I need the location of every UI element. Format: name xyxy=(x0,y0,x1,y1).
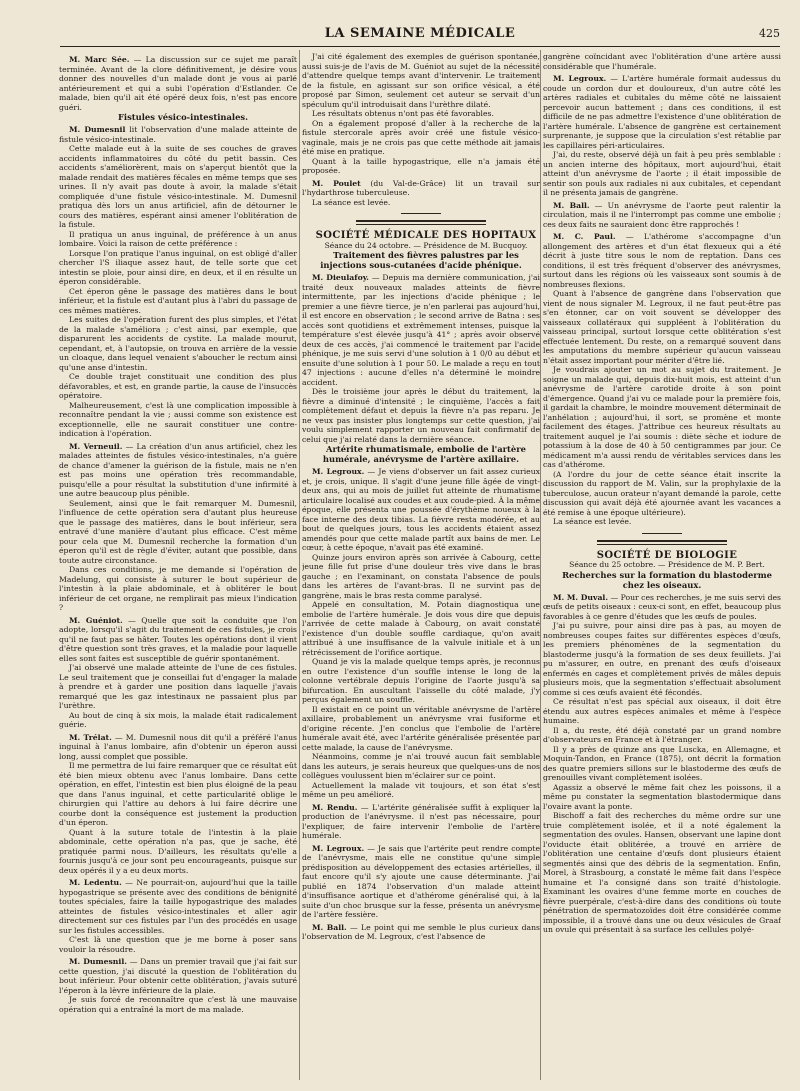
speaker-name: M. Verneuil. xyxy=(69,441,123,451)
paragraph-text: Quant à l'absence de gangrène dans l'observation que vient de nous signaler M. Legroux, il ne faut peut-être pas s'en étonner, car on voit souvent se développer des vaisseaux collatéraux qui suppléent à l'oblitération du vaisseau principal, surtout lorsque cette oblitération s'est effectuée lentement. Du reste, on a remarqué souvent dans les amputations du membre supérieur qu'aucun vaisseau n'était assez important pour mériter d'être lié. xyxy=(543,289,781,365)
paragraph-text: Les résultats obtenus n'ont pas été favorables. xyxy=(312,109,494,118)
paragraph xyxy=(543,745,781,783)
section-rule xyxy=(642,533,682,534)
speaker-name: M. Ball. xyxy=(553,200,590,210)
section-heading: Artérite rhumatismale, embolie de l'artère humérale, anévrysme de l'artère axillaire. xyxy=(322,444,526,464)
paragraph-text: On a également proposé d'aller à la recherche de la fistule stercorale après avoir créé une fistule vésico-vaginale, mais je ne crois pas que cette méthode ait jamais été mise en pratique. xyxy=(302,118,540,156)
speaker-name: M. C. Paul. xyxy=(553,232,616,241)
paragraph-text: Les suites de l'opération furent des plus simples, et l'état de la malade s'améliora ; c'est ainsi, par exemple, que disparurent les accidents de cystite. La malade mourut, cependant, et, à l'autopsie, on trouva en arrière de la vessie un cloaque, dans lequel venaient s'aboucher le rectum ainsi qu'une anse d'intestin. xyxy=(59,315,297,372)
paragraph-text: — Pour ces recherches, je me suis servi des œufs de petits oiseaux : ceux-ci sont, en effet, beaucoup plus favorables à ce genre d'études que les œufs de poules. xyxy=(543,592,781,621)
paragraph-text: Quand je vis la malade quelque temps après, je reconnus en outre l'existence d'un souffle intense le long de la colonne vertébrale depuis l'origine de l'aorte jusqu'à sa bifurcation. En auscultant l'aisselle du côté malade, j'y perçus également un souffle. xyxy=(302,657,540,704)
paragraph-text: Actuellement la malade vit toujours, et son état s'est même un peu amélioré. xyxy=(302,780,540,799)
paragraph xyxy=(59,565,297,613)
society-rule xyxy=(356,220,486,225)
paragraph xyxy=(543,201,781,230)
paragraph-text: — Un anévrysme de l'aorte peut ralentir la circulation, mais il ne l'interrompt pas comme une embolie ; ces deux faits ne sauraient donc être rapprochés ! xyxy=(543,200,781,229)
speaker-name: M. Guéniot. xyxy=(69,615,123,625)
paragraph-text: Au bout de cinq à six mois, la malade était radicalement guérie. xyxy=(59,710,297,729)
paragraph-text: — M. Dumesnil nous dit qu'il a préféré l'anus inguinal à l'anus lombaire, afin d'obtenir un éperon aussi long, aussi complet que possible. xyxy=(59,732,297,761)
paragraph-text: J'ai observé une malade atteinte de l'une de ces fistules. Le seul traitement que je conseillai fut d'engager la malade à prendre et à garder une position dans laquelle j'avais remarqué que les gaz intestinaux ne passaient plus par l'urèthre. xyxy=(59,663,297,710)
section-heading: Recherches sur la formation du blastoderme chez les oiseaux. xyxy=(562,569,772,590)
paragraph-text: Ce double trajet constituait une condition des plus défavorables, et est, en grande partie, la cause de l'insuccès opératoire. xyxy=(59,372,297,400)
col2-mid-body xyxy=(302,250,540,942)
paragraph-text: Ce résultat n'est pas spécial aux oiseaux, il doit être étendu aux autres espèces animales et même à l'espèce humaine. xyxy=(543,697,781,725)
paragraph-text: Cet éperon gêne le passage des matières dans le bout inférieur, et la fistule est d'autant plus à l'abri du passage de ces mêmes matières. xyxy=(59,286,297,315)
paragraph xyxy=(59,372,297,401)
speaker-name: M. Dumesnil xyxy=(69,125,126,134)
column-2 xyxy=(302,52,540,1082)
paragraph xyxy=(302,198,540,208)
paragraph xyxy=(302,923,540,942)
paragraph xyxy=(302,273,540,387)
paragraph-text: Quinze jours environ après son arrivée à Cabourg, cette jeune fille fut prise d'une douleur très vive dans le bras gauche ; en l'examinant, on constata l'absence de pouls dans les artères de l'avant-bras. Il ne survint pas de gangrène, mais le bras resta comme paralysé. xyxy=(302,552,540,600)
paragraph xyxy=(543,289,781,365)
paragraph-text: J'ai, du reste, observé déjà un fait à peu près semblable : un ancien interne des hôpitaux, mort aujourd'hui, était atteint d'un anévrysme de l'aorte ; il était impossible de sentir son pouls aux radiales ni aux cubitales, et cependant il ne présenta jamais de gangrène. xyxy=(543,150,781,197)
journal-title: LA SEMAINE MÉDICALE xyxy=(324,26,516,41)
paragraph xyxy=(59,995,297,1014)
paragraph xyxy=(543,697,781,726)
paragraph-text: Appelé en consultation, M. Potain diagnostiqua une embolie de l'artère humérale. Je dois vous dire que depuis l'arrivée de cette malade à Cabourg, on avait constaté l'existence d'un double souffle cardiaque, qu'on avait attribué à une insuffisance de la valvule initiale et à un rétrécissement de l'orifice aortique. xyxy=(302,600,540,657)
paragraph-text: Agassiz a observé le même fait chez les poissons, il a même pu constater la segmentation blastodermique dans l'ovaire avant la ponte. xyxy=(543,782,781,811)
col2-top-body xyxy=(302,52,540,207)
paragraph xyxy=(59,125,297,144)
column-divider xyxy=(540,50,541,1080)
paragraph xyxy=(543,232,781,289)
paragraph-text: Il y a près de quinze ans que Luscka, en Allemagne, et Moquin-Tandon, en France (1875), ont décrit la formation des quatre premiers sillons sur le blastoderme des œufs de grenouilles vivant complètement isolées. xyxy=(543,744,781,782)
running-head xyxy=(60,26,780,47)
paragraph xyxy=(302,52,540,109)
paragraph-text: Lorsque l'on pratique l'anus inguinal, on est obligé d'aller chercher l'S iliaque assez haut, de telle sorte que cet intestin se ploie, pour ainsi dire, en deux, et il en résulte un éperon considérable. xyxy=(59,248,297,286)
paragraph xyxy=(302,844,540,920)
paragraph-text: — Dans un premier travail que j'ai fait sur cette question, j'ai discuté la question de l'oblitération du bout inférieur. Pour obtenir cette oblitération, j'avais suturé l'éperon à la lèvre inférieure de la plaie. xyxy=(59,957,297,995)
paragraph-text: Bischoff a fait des recherches du même ordre sur une truie complètement isolée, et il a noté également la segmentation des ovules. Hansen, observant une lapine dont l'oviducte était oblitérée, a trouvé en arrière de l'oblitération une centaine d'œufs dont plusieurs étaient segmentés ainsi que des débris de la segmentation. Enfin, Morel, à Strasbourg, a constaté le même fait dans l'espèce humaine et l'a consigné dans son traité d'histologie. Examinant les ovaires d'une femme morte en couches de fièvre puerpérale, c'est-à-dire dans des conditions où toute pénétration de spermatozoïdes doit être considérée comme impossible, il a trouvé dans une ou deux vésicules de Graaf un ovule qui présentait à sa surface les cellules polyé- xyxy=(543,811,781,934)
speaker-name: M. M. Duval. xyxy=(553,592,609,602)
section-rule xyxy=(401,213,441,214)
paragraph-text: Quant à la suture totale de l'intestin à la plaie abdominale, cette opération n'a pas, que je sache, été pratiquée parmi nous. D'ailleurs, les résultats qu'elle a fournis jusqu'à ce jour sont peu encourageants, puisque sur deux opérés il y a eu deux morts. xyxy=(59,827,297,875)
paragraph-text: — La création d'un anus artificiel, chez les malades atteintes de fistules vésico-intestinales, n'a guère de chance d'amener la guérison de la fistule, mais ne n'en est pas moins une opération très recommandable, puisqu'elle a pour résultat la substitution d'une infirmité à une autre beaucoup plus pénible. xyxy=(59,441,297,498)
paragraph-text: Il a, du reste, été déjà constaté par un grand nombre d'observateurs en France et à l'étranger. xyxy=(543,725,781,744)
paragraph xyxy=(543,811,781,935)
paragraph-text: gangrène coïncidant avec l'oblitération d'une artère aussi considérable que l'humérale. xyxy=(543,52,781,71)
paragraph-text: C'est là une question que je me borne à poser sans vouloir la résoudre. xyxy=(59,935,297,954)
paragraph-text: — L'artérite généralisée suffit à expliquer la production de l'anévrysme. il n'est pas nécessaire, pour l'expliquer, de faire intervenir l'embolie de l'artère humérale. xyxy=(302,802,540,840)
speaker-name: M. Dieulafoy. xyxy=(312,273,369,282)
paragraph xyxy=(543,621,781,697)
paragraph-text: Je voudrais ajouter un mot au sujet du traitement. Je soigne un malade qui, depuis dix-huit mois, est atteint d'un anévrysme de l'artère carotide droite à son point d'émergence. Quand j'ai vu ce malade pour la première fois, il gardait la chambre, le moindre mouvement déterminait de l'anhélation ; aujourd'hui, il sort, se promène et monte facilement des étages. J'attribue ces heureux résultats au traitement auquel je l'ai soumis : diète sèche et iodure de potassium à la dose de 40 à 50 centigrammes par jour. Ce médicament m'a aussi rendu de véritables services dans les cas d'athérome. xyxy=(543,365,781,469)
paragraph xyxy=(59,711,297,730)
paragraph xyxy=(59,878,297,935)
paragraph xyxy=(543,74,781,150)
paragraph xyxy=(59,249,297,287)
column-3 xyxy=(543,52,781,1082)
paragraph xyxy=(302,119,540,157)
paragraph xyxy=(302,803,540,841)
paragraph xyxy=(59,663,297,711)
paragraph xyxy=(59,401,297,439)
paragraph-text: lit l'observation d'une malade atteinte de fistule vésico-intestinale. xyxy=(59,125,297,144)
paragraph xyxy=(302,109,540,119)
speaker-name: M. Poulet xyxy=(312,178,361,188)
paragraph xyxy=(543,593,781,622)
speaker-name: M. Rendu. xyxy=(312,802,358,812)
column-1 xyxy=(59,52,297,1082)
paragraph-text: — Quelle que soit la conduite que l'on adopte, lorsqu'il s'agit du traitement de ces fistules, je crois qu'il ne faut pas se hâter. Toutes les opérations dont il vient d'être question sont très graves, et la maladie pour laquelle elles sont faites est susceptible de guérir spontanément. xyxy=(59,615,297,663)
paragraph-text: — Je sais que l'artérite peut rendre compte de l'anévrysme, mais elle ne constitue qu'une simple prédisposition au développement des ectasies artérielles, il faut encore qu'il s'y ajoute une cause déterminante. J'ai publié en 1874 l'observation d'un malade atteint d'insuffisance aortique et d'athérome généralisé qui, à la suite d'un choc brusque sur la fesse, présenta un anévrysme de l'artère fessière. xyxy=(302,843,540,919)
paragraph-text: Néanmoins, comme je n'ai trouvé aucun fait semblable dans les auteurs, je serais heureux que quelques-uns de nos collègues voulussent bien m'éclairer sur ce point. xyxy=(302,752,540,780)
paragraph xyxy=(302,553,540,601)
paragraph-text: Seulement, ainsi que le fait remarquer M. Dumesnil, l'influence de cette opération sera d'autant plus heureuse que le passage des matières, dans le bout inférieur, sera entravé d'une manière d'autant plus efficace. C'est même pour cela que M. Dumesnil recherche la formation d'un éperon qu'il est de règle d'éviter, autant que possible, dans toute autre circonstance. xyxy=(59,498,297,565)
paragraph-text: — Ne pourrait-on, aujourd'hui que la taille hypogastrique se présente avec des conditions de bénignité toutes spéciales, faire la taille hypogastrique des malades atteintes de fistules vésico-intestinales et aller agir directement sur ces fistules par l'un des procédés en usage sur les fistules accessibles. xyxy=(59,878,297,935)
society-title-biologie: SOCIÉTÉ DE BIOLOGIE xyxy=(596,549,738,561)
paragraph-text: Je suis forcé de reconnaître que c'est là une mauvaise opération qui a entraîné la mort de ma malade. xyxy=(59,995,297,1014)
paragraph xyxy=(59,733,297,762)
speaker-name: M. Legroux. xyxy=(312,843,365,853)
paragraph xyxy=(59,144,297,230)
paragraph xyxy=(302,157,540,176)
speaker-name: M. Legroux. xyxy=(553,74,607,83)
section-heading: Fistules vésico-intestinales. xyxy=(117,112,249,122)
society-rule xyxy=(597,540,727,545)
paragraph-text: (A l'ordre du jour de cette séance était inscrite la discussion du rapport de M. Valin, sur la prophylaxie de la tuberculose, aucun orateur n'ayant demandé la parole, cette discussion qui avait déjà été ajournée avant les vacances a été remise à une époque ultérieure). xyxy=(543,469,781,517)
paragraph-text: — La discussion sur ce sujet me paraît terminée. Avant de la clore définitivement, je désire vous donner des nouvelles d'un malade dont je vous ai parlé antérieurement et qui a subi l'opération d'Estlander. Ce malade, bien qu'il ait été opéré deux fois, n'est pas encore guéri. xyxy=(59,55,297,112)
paragraph xyxy=(543,52,781,71)
paragraph-text: J'ai pu suivre, pour ainsi dire pas à pas, au moyen de nombreuses coupes faites sur différentes espèces d'œufs, les premiers phénomènes de la segmentation du blastoderme jusqu'à la formation de ses deux feuillets. J'ai pu m'assurer, en outre, en prenant des œufs d'oiseaux enfermés en cages et complètement privés de mâles depuis plusieurs mois, que la segmentation s'effectuait absolument comme si ces œufs avaient été fécondés. xyxy=(543,621,781,697)
paragraph xyxy=(59,935,297,954)
paragraph-text: Il pratiqua un anus inguinal, de préférence à un anus lombaire. Voici la raison de cette préférence : xyxy=(59,229,297,248)
paragraph-text: J'ai cité également des exemples de guérison spontanée, aussi suis-je de l'avis de M. Guéniot au sujet de la nécessité d'attendre quelque temps avant d'intervenir. Le traitement de la fistule, en agissant sur son orifice vésical, a été proposé par Simon, seulement cet auteur se servait d'un spéculum qu'il introduisait dans l'urèthre dilaté. xyxy=(302,52,540,109)
paragraph-text: Cette malade eut à la suite de ses couches de graves accidents inflammatoires du côté du petit bassin. Ces accidents s'améliorèrent, mais on s'aperçut bientôt que la malade rendait des matières fécales en même temps que ses urines. Il n'y avait pas doute à avoir, la malade s'était compliquée d'une fistule vésico-intestinale. M. Dumesnil pratiqua dès lors un anus artificiel, afin de détourner le cours des matières, espérant ainsi amener l'oblitération de la fistule. xyxy=(59,144,297,229)
paragraph-text: Malheureusement, c'est là une complication impossible à reconnaître pendant la vie ; aussi comme son existence est exceptionnelle, elle ne saurait constituer une contre-indication à l'opération. xyxy=(59,400,297,438)
paragraph xyxy=(59,230,297,249)
paragraph xyxy=(59,315,297,372)
paragraph xyxy=(59,442,297,499)
paragraph xyxy=(302,387,540,444)
paragraph xyxy=(59,828,297,876)
speaker-name: M. Trélat. xyxy=(69,732,112,742)
col3-top-body xyxy=(543,52,781,527)
paragraph xyxy=(302,179,540,198)
paragraph-text: Quant à la taille hypogastrique, elle n'a jamais été proposée. xyxy=(302,156,540,175)
column-divider xyxy=(299,50,300,1080)
paragraph xyxy=(543,150,781,198)
paragraph xyxy=(59,761,297,828)
paragraph xyxy=(59,55,297,112)
paragraph-text: — Je viens d'observer un fait assez curieux et, je crois, unique. Il s'agit d'une jeune fille âgée de vingt-deux ans, qui au mois de juillet fut atteinte de rhumatisme articulaire localisé aux coudes et aux coude-pied. À la même époque, elle présenta une poussée d'érythème noueux à la face interne des deux tibias. La fièvre resta modérée, et au bout de quelques jours, tous les accidents étaient assez amendés pour que cette malade partît aux bains de mer. Le cœur, à cette époque, n'avait pas été examiné. xyxy=(302,467,540,552)
paragraph xyxy=(543,726,781,745)
paragraph-text: Dès le troisième jour après le début du traitement, la fièvre a diminué d'intensité ; le cinquième, l'accès a fait complètement défaut et depuis la fièvre n'a pas reparu. Je ne veux pas insister plus longtemps sur cette question, j'ai voulu simplement rapporter un nouveau fait confirmatif de celui que j'ai relaté dans la dernière séance. xyxy=(302,387,540,444)
paragraph-text: Il me permettra de lui faire remarquer que ce résultat eût été bien mieux obtenu avec l'anus lombaire. Dans cette opération, en effet, l'intestin est bien plus éloigné de la peau que dans l'anus inguinal, et cette particularité oblige le chirurgien qui l'attire au dehors à lui faire décrire une courbe dont la conséquence est justement la production d'un éperon. xyxy=(59,761,297,827)
paragraph xyxy=(302,781,540,800)
paragraph-text: Il existait en ce point un véritable anévrysme de l'artère axillaire, probablement un anévrysme vrai fusiforme et d'origine récente. J'en conclus que l'embolie de l'artère humérale avait été, avec l'artérite généralisée présentée par cette malade, la cause de l'anévrysme. xyxy=(302,704,540,752)
paragraph xyxy=(543,365,781,470)
paragraph-text: (du Val-de-Grâce) lit un travail sur l'hydarthrose tuberculeuse. xyxy=(302,178,540,197)
paragraph xyxy=(543,470,781,518)
paragraph-text: — L'artère humérale formait audessus du coude un cordon dur et douloureux, d'un autre côté les artères radiales et cubitales du même côté ne laissaient percevoir aucun battement ; dans ces conditions, il est difficile de ne pas admettre l'existence d'une oblitération de l'artère humérale. L'absence de gangrène est certainement surprenante, je suppose que la circulation s'est rétablie par les capillaires péri-articulaires. xyxy=(543,74,781,150)
speaker-name: M. Dumesnil. xyxy=(69,957,127,966)
paragraph xyxy=(302,467,540,553)
col1-body xyxy=(59,55,297,1014)
speaker-name: M. Ledentu. xyxy=(69,878,122,887)
paragraph-text: La séance est levée. xyxy=(312,197,391,207)
paragraph xyxy=(59,957,297,995)
paragraph-text: La séance est levée. xyxy=(553,517,632,526)
section-heading: Traitement des fièvres palustres par les injections sous-cutanées d'acide phénique. xyxy=(320,250,522,270)
col3-bottom-body xyxy=(543,570,781,935)
paragraph xyxy=(59,616,297,664)
paragraph xyxy=(543,783,781,812)
paragraph xyxy=(302,752,540,781)
speaker-name: M. Ball. xyxy=(312,922,347,932)
paragraph xyxy=(59,287,297,316)
seance-line-biologie: Séance du 25 octobre. — Présidence de M. P. Bert. xyxy=(569,560,765,569)
paragraph xyxy=(302,657,540,705)
paragraph xyxy=(543,517,781,527)
speaker-name: M. Legroux. xyxy=(312,467,365,476)
paragraph-text: — Le point qui me semble le plus curieux dans l'observation de M. Legroux, c'est l'absence de xyxy=(302,922,540,941)
paragraph-text: Dans ces conditions, je me demande si l'opération de Madelung, qui consiste à suturer le bout supérieur de l'intestin à la plaie abdominale, et à oblitérer le bout inférieur de cet organe, ne remplirait pas mieux l'indication ? xyxy=(59,565,297,612)
paragraph-text: — L'athérome s'accompagne d'un allongement des artères et d'un état flexueux qui a été décrit à juste titre sous le nom de reptation. Dans ces conditions, il est très fréquent d'observer des anévrysmes, surtout dans les régions où les vaisseaux sont soumis à de nombreuses flexions. xyxy=(543,232,781,289)
society-title-hopitaux: SOCIÉTÉ MÉDICALE DES HOPITAUX xyxy=(315,230,537,241)
paragraph xyxy=(302,600,540,657)
paragraph xyxy=(59,499,297,566)
seance-line-hopitaux: Séance du 24 octobre. — Présidence de M. Bucquoy. xyxy=(324,240,528,250)
paragraph xyxy=(302,705,540,753)
speaker-name: M. Marc Sée. xyxy=(69,55,130,64)
paragraph-text: — Depuis ma dernière communication, j'ai traité deux nouveaux malades atteints de fièvre intermittente, par les injections d'acide phénique ; le premier a une fièvre tierce, je n'en parlerai pas aujourd'hui, il est encore en observation ; le second arrive de Batna : ses accès sont quotidiens et extrêmement intenses, puisque la température s'est élevée jusqu'à 41° ; après avoir observé deux de ces accès, j'ai commencé le traitement par l'acide phénique, je me suis servi d'une solution à 1 0/0 au début et ensuite d'une solution à 1 pour 50. Le malade a reçu en tout 47 injections : aucune d'elles n'a déterminé le moindre accident. xyxy=(302,273,540,387)
page-number: 425 xyxy=(759,27,780,40)
